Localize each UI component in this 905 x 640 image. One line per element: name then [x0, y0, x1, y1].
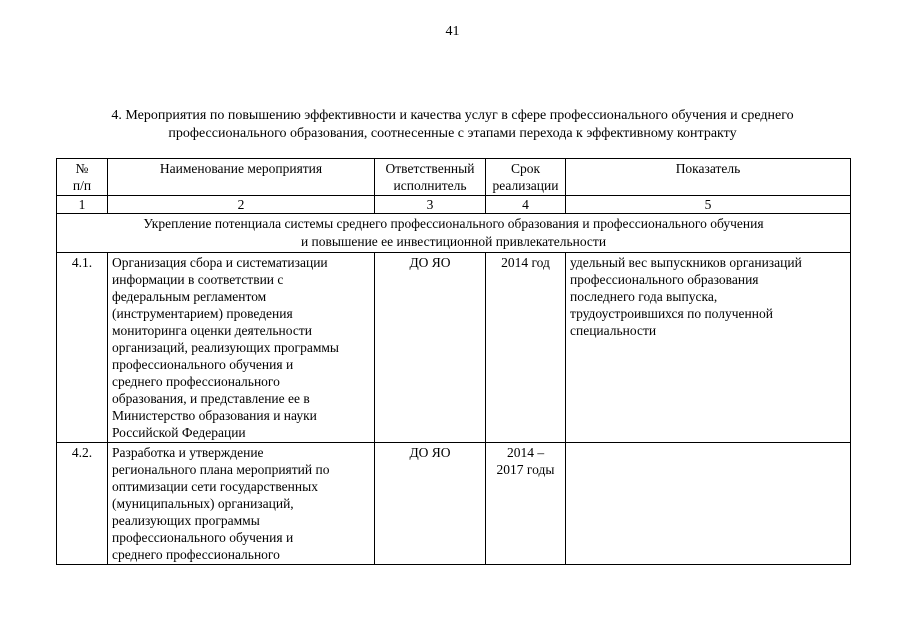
header-num — [57, 159, 108, 196]
header-executor-line-2: исполнитель — [393, 178, 467, 193]
column-number: 3 — [375, 196, 486, 214]
column-number: 4 — [486, 196, 566, 214]
group-title-row — [57, 214, 851, 253]
row-term-line-1: 2014 год — [501, 255, 550, 270]
row-name-line: профессионального обучения и — [112, 530, 294, 545]
header-name: Наименование мероприятия — [108, 159, 375, 196]
row-indicator-line: профессионального образования — [570, 272, 759, 287]
measures-table — [56, 158, 851, 565]
section-title-line-1: 4. Мероприятия по повышению эффективности и качества услуг в сфере профессионального обучения и среднего — [111, 108, 794, 123]
row-term — [486, 443, 566, 565]
row-name-line: реализующих программы — [112, 513, 260, 528]
row-name-line: оптимизации сети государственных — [112, 479, 318, 494]
row-term-line-1: 2014 – — [506, 445, 545, 460]
page-number: 41 — [445, 24, 460, 39]
row-name-line: федеральным регламентом — [112, 289, 267, 304]
row-executor: ДО ЯО — [375, 443, 486, 565]
row-name-line: Разработка и утверждение — [112, 445, 264, 460]
table-row — [57, 443, 851, 565]
row-name-line: среднего профессионального — [112, 374, 280, 389]
row-name-line: (инструментарием) проведения — [112, 306, 293, 321]
header-executor — [375, 159, 486, 196]
row-name-line: образования, и представление ее в — [112, 391, 310, 406]
group-title-line-1: Укрепление потенциала системы среднего профессионального образования и профессионального обучения — [143, 216, 764, 231]
row-name-line: среднего профессионального — [112, 547, 280, 562]
row-indicator-line: удельный вес выпускников организаций — [570, 255, 802, 270]
section-title — [60, 107, 845, 143]
column-number-row — [57, 196, 851, 214]
row-indicator — [566, 443, 851, 565]
column-number: 1 — [57, 196, 108, 214]
row-indicator — [566, 253, 851, 443]
header-term — [486, 159, 566, 196]
header-indicator: Показатель — [566, 159, 851, 196]
header-num-line-2: п/п — [72, 178, 92, 193]
row-name-line: мониторинга оценки деятельности — [112, 323, 312, 338]
section-title-line-2: профессионального образования, соотнесенные с этапами перехода к эффективному контракту — [168, 126, 737, 141]
row-name — [108, 443, 375, 565]
row-num: 4.2. — [57, 443, 108, 565]
row-term-line-2: 2017 годы — [496, 462, 555, 477]
header-term-line-1: Срок — [510, 161, 541, 176]
row-executor: ДО ЯО — [375, 253, 486, 443]
row-name-line: информации в соответствии с — [112, 272, 284, 287]
row-name-line: Российской Федерации — [112, 425, 246, 440]
row-term — [486, 253, 566, 443]
row-name-line: Организация сбора и систематизации — [112, 255, 328, 270]
row-name-line: Министерство образования и науки — [112, 408, 317, 423]
header-term-line-2: реализации — [492, 178, 559, 193]
row-indicator-line: последнего года выпуска, — [570, 289, 718, 304]
row-indicator-line: трудоустроившихся по полученной — [570, 306, 773, 321]
row-name-line: организаций, реализующих программы — [112, 340, 339, 355]
table-header-row — [57, 159, 851, 196]
header-num-line-1: № — [75, 161, 89, 176]
column-number: 2 — [108, 196, 375, 214]
group-title-line-2: и повышение ее инвестиционной привлекательности — [300, 234, 607, 249]
header-executor-line-1: Ответственный — [385, 161, 475, 176]
row-num: 4.1. — [57, 253, 108, 443]
column-number: 5 — [566, 196, 851, 214]
row-indicator-line: специальности — [570, 323, 657, 338]
row-name — [108, 253, 375, 443]
row-name-line: регионального плана мероприятий по — [112, 462, 330, 477]
group-title — [57, 214, 851, 253]
table-row — [57, 253, 851, 443]
row-name-line: профессионального обучения и — [112, 357, 294, 372]
row-name-line: (муниципальных) организаций, — [112, 496, 294, 511]
